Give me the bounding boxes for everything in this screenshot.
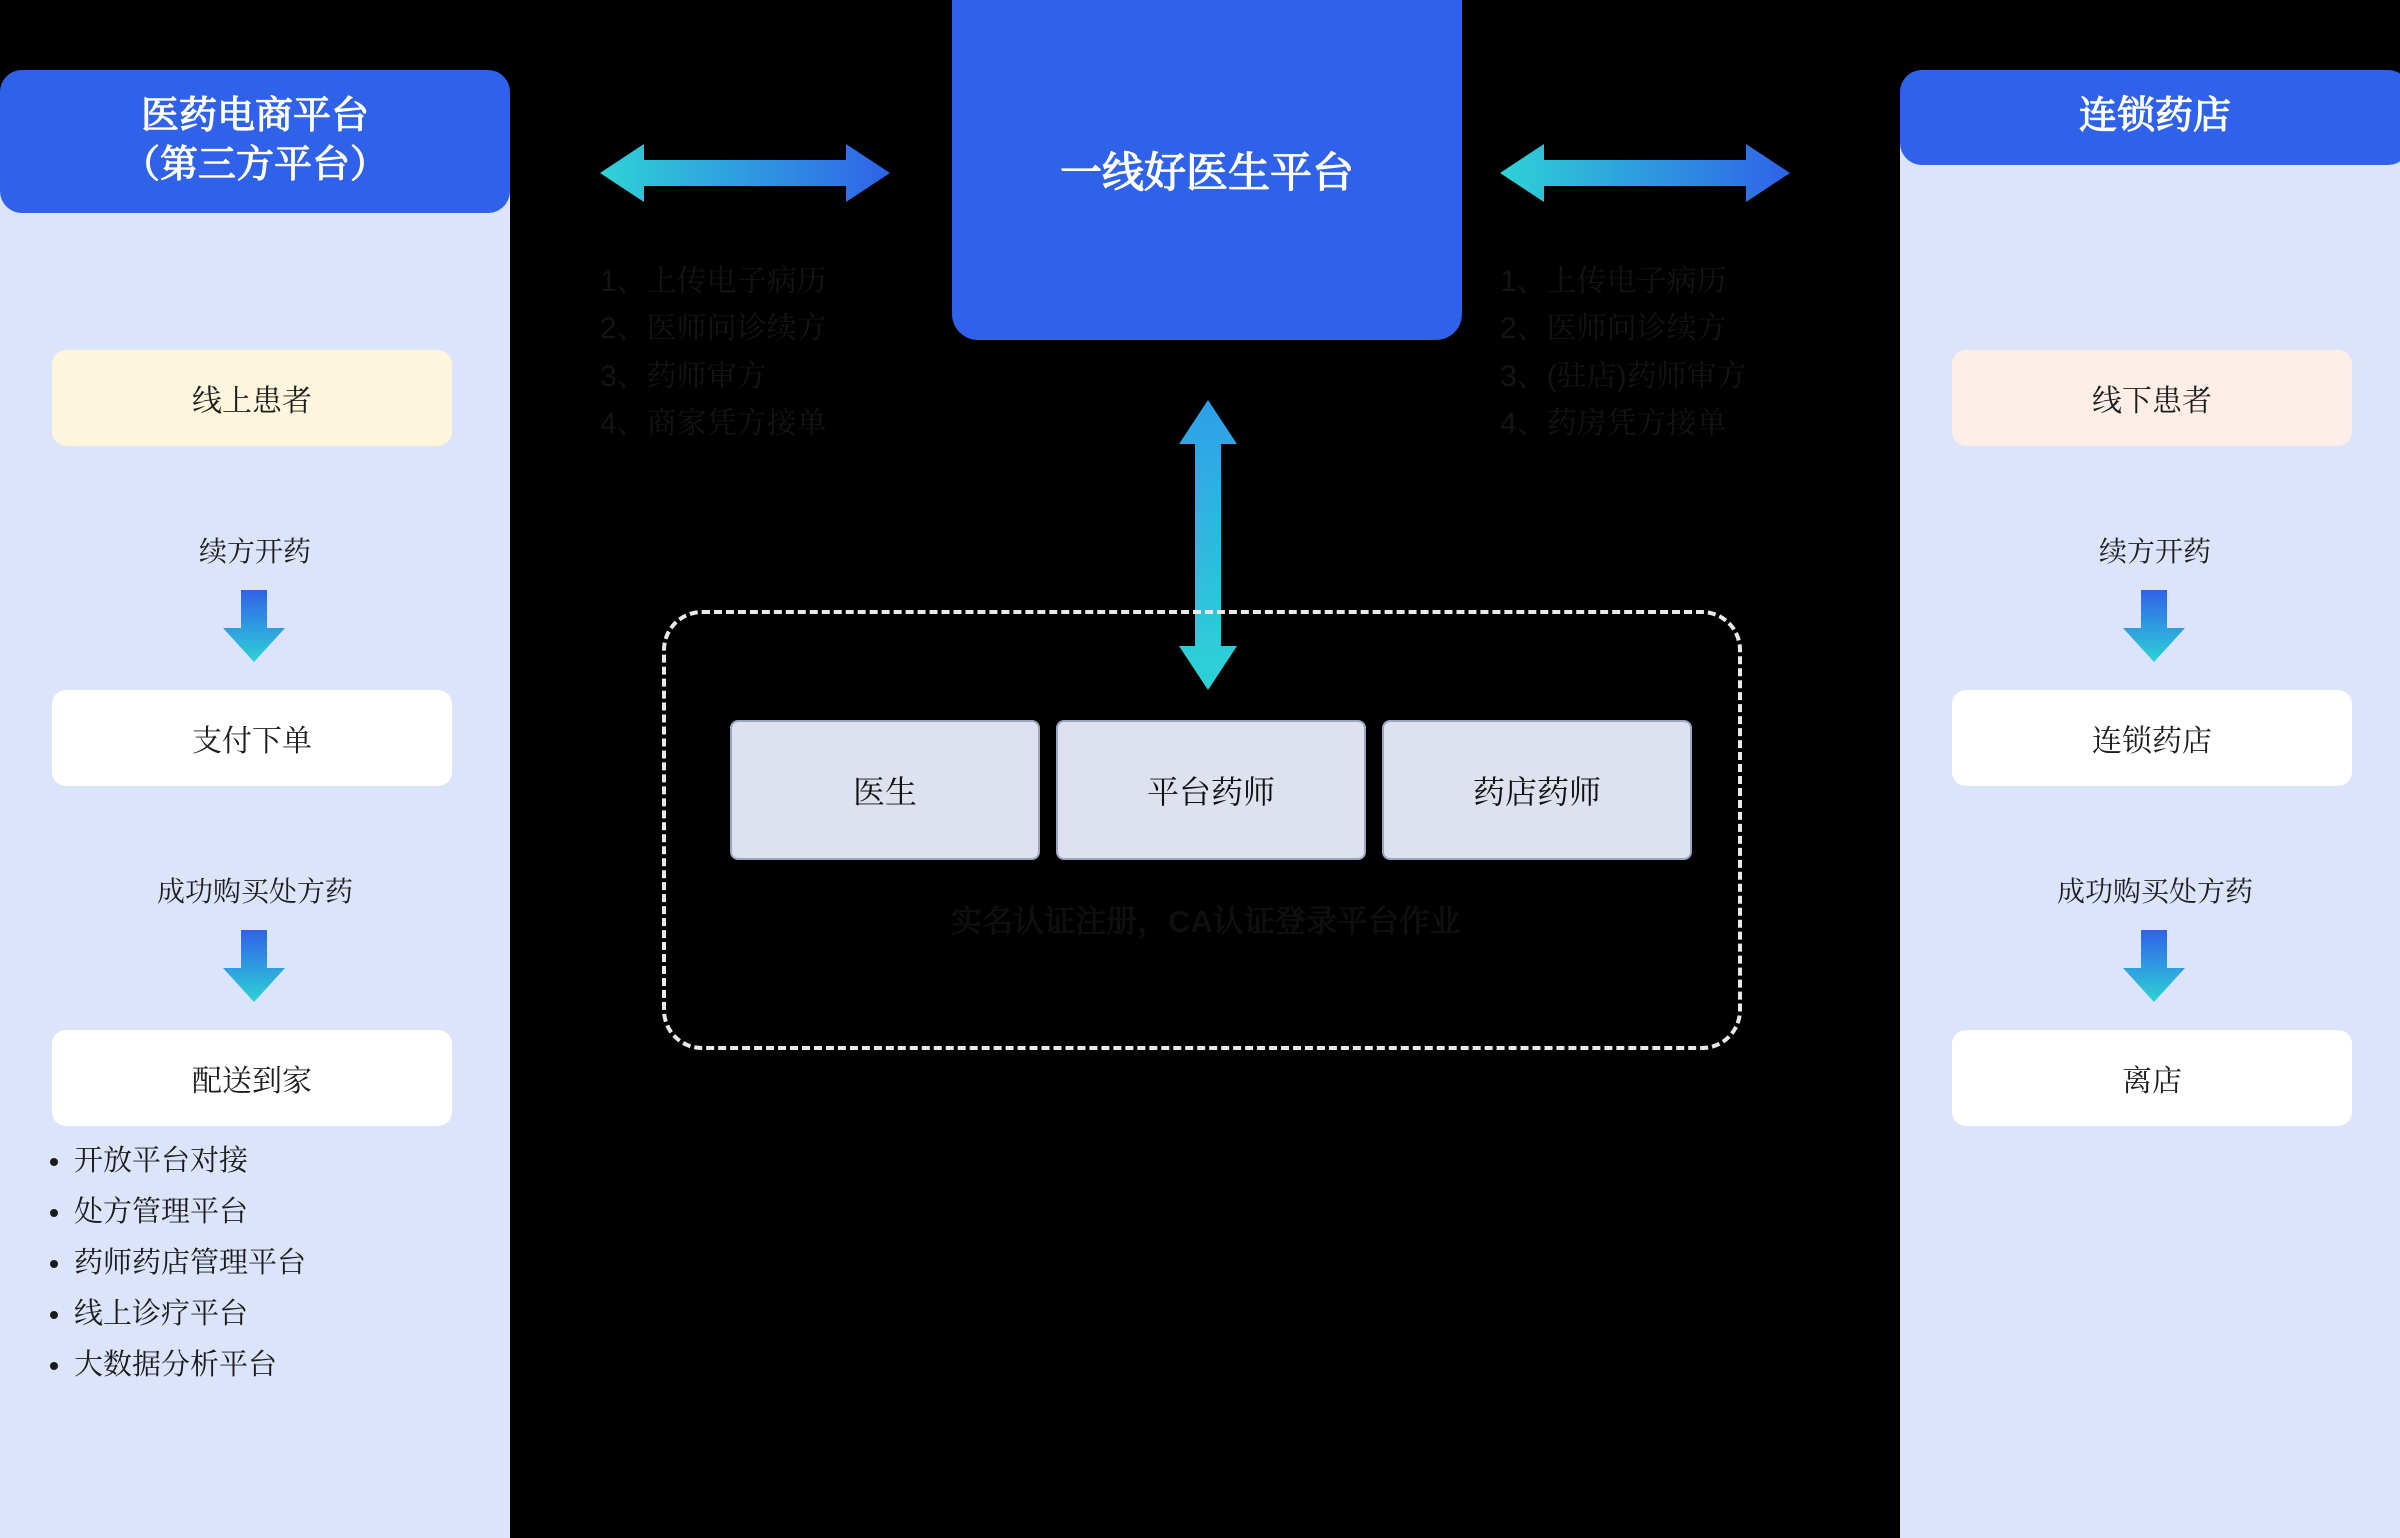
left-node-payment: 支付下单 — [52, 690, 452, 786]
right-column-title-line1: 连锁药店 — [2078, 95, 2231, 137]
left-feature-list — [44, 1140, 504, 1395]
list-item: 2、医师问诊续方 — [600, 312, 827, 346]
list-item: 3、(驻店)药师审方 — [1500, 359, 1747, 393]
role-box-platform-pharmacist: 平台药师 — [1056, 720, 1366, 860]
left-step-list — [600, 258, 827, 448]
right-node-chain-pharmacy: 连锁药店 — [1952, 690, 2352, 786]
right-arrow-down-2 — [2121, 70, 2187, 142]
right-column-panel — [1900, 70, 2400, 1538]
roles-panel-caption: 实名认证注册，CA认证登录平台作业 — [951, 904, 1461, 939]
right-step-list — [1500, 258, 1747, 448]
list-item: 线上诊疗平台 — [44, 1293, 504, 1336]
list-item: 处方管理平台 — [44, 1191, 504, 1234]
center-platform-title: 一线好医生平台 — [1059, 149, 1354, 196]
roles-panel — [662, 610, 1742, 1050]
left-label-purchase: 成功购买处方药 — [156, 876, 353, 907]
list-item: 大数据分析平台 — [44, 1344, 504, 1387]
list-item: 4、药房凭方接单 — [1500, 407, 1727, 441]
roles-row — [730, 720, 1692, 860]
list-item: 4、商家凭方接单 — [600, 407, 827, 441]
right-bidirectional-arrow-icon — [1500, 140, 1790, 206]
right-label-refill: 续方开药 — [2098, 536, 2211, 567]
right-node-offline-patient: 线下患者 — [1952, 350, 2352, 446]
center-platform-card — [952, 0, 1462, 340]
left-column-title-line1: 医药电商平台 — [140, 95, 369, 137]
list-item: 开放平台对接 — [44, 1140, 504, 1183]
left-label-refill: 续方开药 — [198, 536, 311, 567]
list-item: 1、上传电子病历 — [1500, 265, 1727, 298]
left-node-online-patient: 线上患者 — [52, 350, 452, 446]
left-column-title-line2: （第三方平台） — [121, 143, 388, 186]
left-bidirectional-arrow-icon — [600, 140, 890, 206]
right-label-purchase: 成功购买处方药 — [2056, 876, 2253, 907]
list-item: 药师药店管理平台 — [44, 1242, 504, 1285]
list-item: 2、医师问诊续方 — [1500, 312, 1727, 346]
role-box-store-pharmacist: 药店药师 — [1382, 720, 1692, 860]
left-column-panel — [0, 70, 510, 1538]
role-box-doctor: 医生 — [730, 720, 1040, 860]
list-item: 1、上传电子病历 — [600, 265, 827, 298]
right-node-leave-store: 离店 — [1952, 1030, 2352, 1126]
list-item: 3、药师审方 — [600, 359, 767, 393]
left-arrow-down-2 — [221, 70, 287, 142]
left-node-delivery: 配送到家 — [52, 1030, 452, 1126]
